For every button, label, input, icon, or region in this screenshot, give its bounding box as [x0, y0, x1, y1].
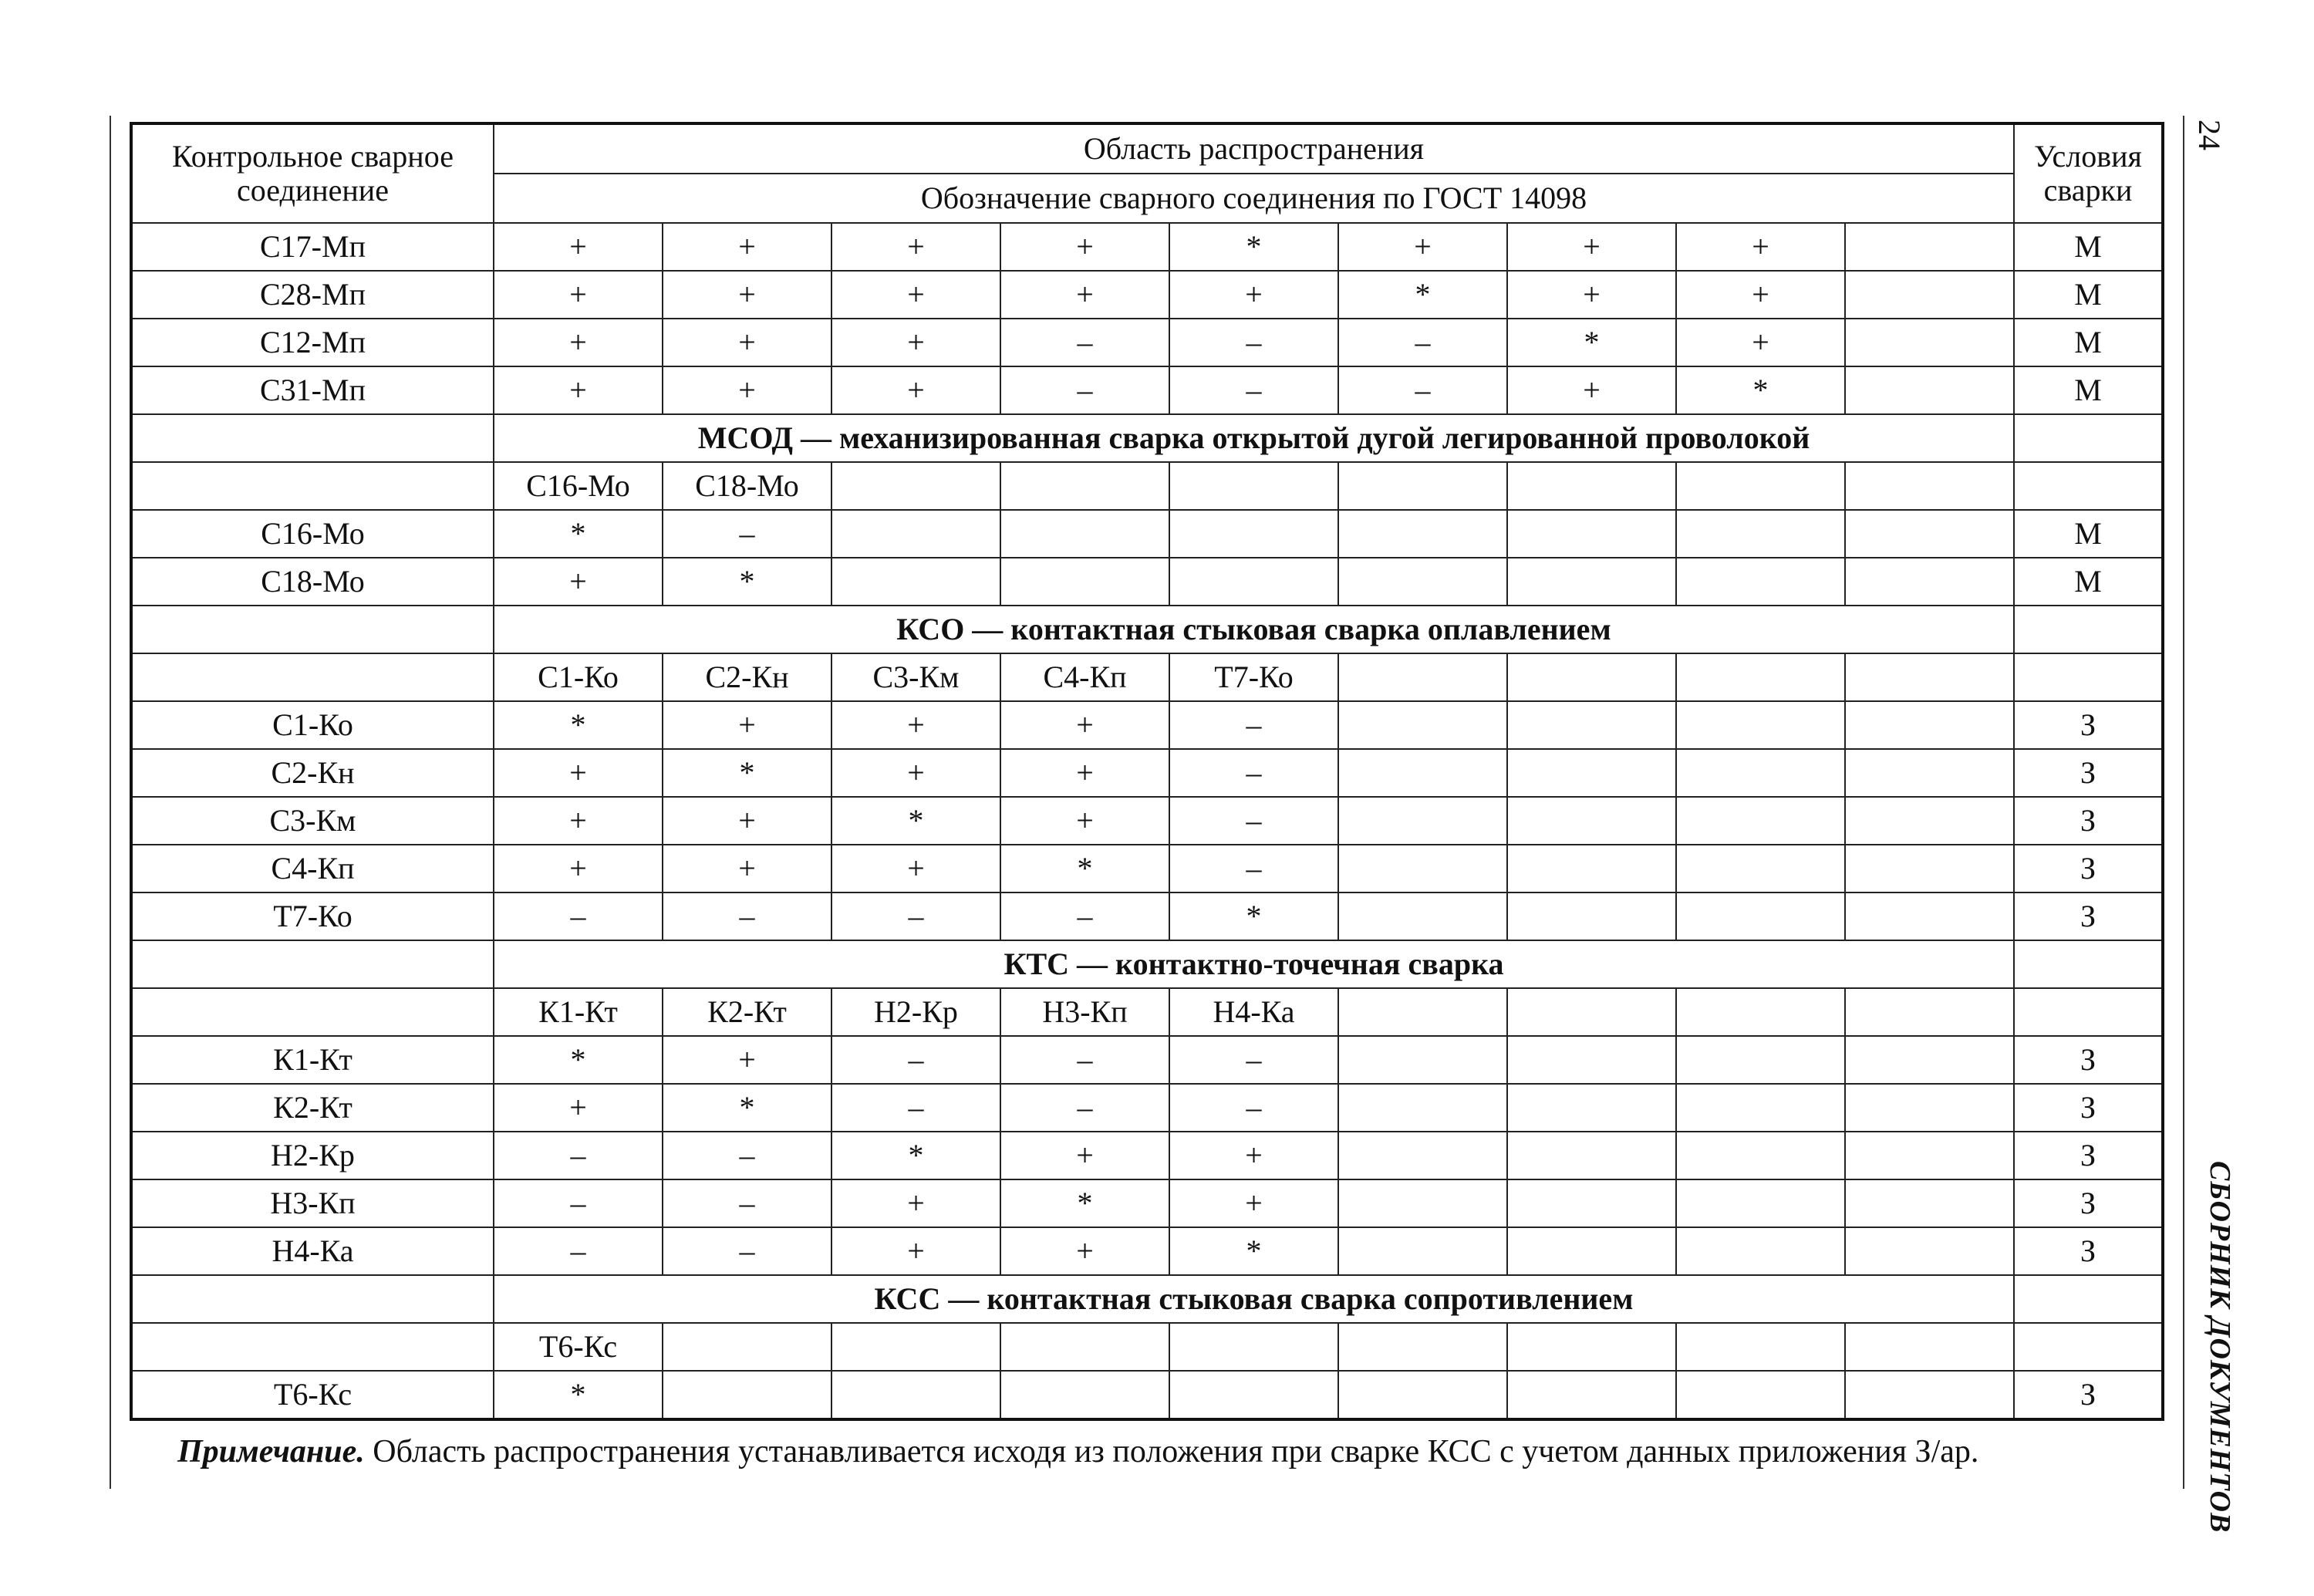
- cell-mark: [1507, 845, 1676, 892]
- column-designation: [1338, 653, 1507, 701]
- cell-mark: [1338, 1227, 1507, 1275]
- cell-mark: *: [1169, 892, 1338, 940]
- row-label: Н3-Кп: [131, 1179, 494, 1227]
- cell-mark: +: [1507, 366, 1676, 414]
- row-label: С18-Мо: [131, 558, 494, 606]
- cell-mark: [1000, 1371, 1169, 1419]
- column-designation: [1507, 462, 1676, 510]
- cell-mark: [1676, 797, 1845, 845]
- cell-mark: [1845, 797, 2014, 845]
- cell-mark: *: [831, 1132, 1000, 1179]
- cell-mark: [1845, 1179, 2014, 1227]
- cell-mark: –: [663, 1179, 831, 1227]
- empty-cell: [131, 940, 494, 988]
- section-title-row: [131, 940, 2163, 988]
- column-designation: [1338, 988, 1507, 1036]
- cell-mark: +: [494, 797, 663, 845]
- cell-mark: [1338, 510, 1507, 558]
- column-designation: С16-Мо: [494, 462, 663, 510]
- cell-mark: +: [1169, 1132, 1338, 1179]
- cell-mark: –: [831, 892, 1000, 940]
- cell-mark: +: [663, 1036, 831, 1084]
- cell-mark: –: [1169, 797, 1338, 845]
- column-designation: [1845, 988, 2014, 1036]
- section-columns-row: [131, 1323, 2163, 1371]
- row-condition: З: [2014, 749, 2163, 797]
- empty-cell: [131, 988, 494, 1036]
- column-designation: [1000, 1323, 1169, 1371]
- table-row: [131, 1084, 2163, 1132]
- cell-mark: *: [1507, 319, 1676, 366]
- cell-mark: [1507, 1036, 1676, 1084]
- empty-cell: [131, 414, 494, 462]
- cell-mark: [1676, 1084, 1845, 1132]
- cell-mark: [1845, 1132, 2014, 1179]
- row-condition: М: [2014, 366, 2163, 414]
- cell-mark: [1845, 1227, 2014, 1275]
- section-columns-row: [131, 988, 2163, 1036]
- column-designation: [1676, 1323, 1845, 1371]
- cell-mark: *: [494, 510, 663, 558]
- row-label: С4-Кп: [131, 845, 494, 892]
- cell-mark: –: [1000, 1036, 1169, 1084]
- cell-mark: +: [663, 271, 831, 319]
- section-columns-row: [131, 462, 2163, 510]
- cell-mark: [831, 558, 1000, 606]
- cell-mark: [1845, 223, 2014, 271]
- cell-mark: [1338, 749, 1507, 797]
- cell-mark: –: [1000, 892, 1169, 940]
- row-label: К2-Кт: [131, 1084, 494, 1132]
- column-designation: К2-Кт: [663, 988, 831, 1036]
- cell-mark: [1676, 1179, 1845, 1227]
- column-designation: [1676, 988, 1845, 1036]
- section-title: КТС — контактно-точечная сварка: [494, 940, 2014, 988]
- cell-mark: +: [1000, 701, 1169, 749]
- cell-mark: +: [1000, 223, 1169, 271]
- cell-mark: +: [1000, 1227, 1169, 1275]
- cell-mark: [1507, 510, 1676, 558]
- row-condition: З: [2014, 1371, 2163, 1419]
- cell-mark: +: [1000, 1132, 1169, 1179]
- empty-cell: [2014, 1275, 2163, 1323]
- table-row: [131, 366, 2163, 414]
- row-condition: З: [2014, 1084, 2163, 1132]
- side-running-title: СБОРНИК ДОКУМЕНТОВ: [2204, 1161, 2236, 1534]
- section-title-row: [131, 606, 2163, 653]
- cell-mark: [1676, 558, 1845, 606]
- cell-mark: [1507, 1227, 1676, 1275]
- cell-mark: [831, 1371, 1000, 1419]
- cell-mark: [1338, 892, 1507, 940]
- welding-table: [130, 122, 2164, 1421]
- cell-mark: +: [1169, 271, 1338, 319]
- cell-mark: [1676, 892, 1845, 940]
- cell-mark: +: [831, 1179, 1000, 1227]
- cell-mark: +: [1676, 271, 1845, 319]
- empty-cell: [131, 462, 494, 510]
- cell-mark: –: [663, 892, 831, 940]
- cell-mark: [1169, 510, 1338, 558]
- cell-mark: –: [1169, 845, 1338, 892]
- header-designation: Обозначение сварного соединения по ГОСТ 14098: [494, 174, 2014, 223]
- cell-mark: +: [494, 223, 663, 271]
- empty-cell: [2014, 653, 2163, 701]
- cell-mark: *: [1169, 223, 1338, 271]
- cell-mark: +: [1000, 271, 1169, 319]
- cell-mark: [1507, 1371, 1676, 1419]
- empty-cell: [2014, 606, 2163, 653]
- row-label: С17-Мп: [131, 223, 494, 271]
- cell-mark: [1338, 1371, 1507, 1419]
- cell-mark: [1676, 1132, 1845, 1179]
- section-title: КСО — контактная стыковая сварка оплавлением: [494, 606, 2014, 653]
- cell-mark: *: [494, 701, 663, 749]
- column-designation: Н2-Кр: [831, 988, 1000, 1036]
- row-condition: М: [2014, 271, 2163, 319]
- empty-cell: [131, 653, 494, 701]
- cell-mark: [1000, 510, 1169, 558]
- cell-mark: *: [1000, 845, 1169, 892]
- cell-mark: +: [494, 319, 663, 366]
- cell-mark: –: [1169, 366, 1338, 414]
- cell-mark: *: [494, 1371, 663, 1419]
- empty-cell: [131, 606, 494, 653]
- cell-mark: [1845, 1084, 2014, 1132]
- column-designation: [663, 1323, 831, 1371]
- row-condition: З: [2014, 892, 2163, 940]
- section-columns-row: [131, 653, 2163, 701]
- row-condition: М: [2014, 319, 2163, 366]
- cell-mark: *: [831, 797, 1000, 845]
- cell-mark: +: [831, 1227, 1000, 1275]
- row-label: К1-Кт: [131, 1036, 494, 1084]
- header-control-joint: Контрольное сварное соединение: [131, 123, 494, 223]
- column-designation: С4-Кп: [1000, 653, 1169, 701]
- column-designation: С2-Кн: [663, 653, 831, 701]
- row-condition: М: [2014, 223, 2163, 271]
- cell-mark: –: [663, 1227, 831, 1275]
- cell-mark: +: [831, 366, 1000, 414]
- table-row: [131, 1227, 2163, 1275]
- cell-mark: –: [1000, 319, 1169, 366]
- cell-mark: [1676, 845, 1845, 892]
- header-conditions: Условия сварки: [2014, 123, 2163, 223]
- cell-mark: –: [494, 1227, 663, 1275]
- row-label: С3-Км: [131, 797, 494, 845]
- row-condition: З: [2014, 1132, 2163, 1179]
- cell-mark: +: [663, 223, 831, 271]
- cell-mark: +: [663, 797, 831, 845]
- cell-mark: [1845, 1036, 2014, 1084]
- cell-mark: *: [1169, 1227, 1338, 1275]
- cell-mark: [1676, 749, 1845, 797]
- cell-mark: +: [494, 845, 663, 892]
- column-designation: [1338, 462, 1507, 510]
- cell-mark: *: [663, 749, 831, 797]
- cell-mark: [1507, 797, 1676, 845]
- cell-mark: +: [663, 845, 831, 892]
- cell-mark: [1845, 1371, 2014, 1419]
- cell-mark: *: [1676, 366, 1845, 414]
- column-designation: [1676, 653, 1845, 701]
- cell-mark: +: [494, 749, 663, 797]
- row-condition: З: [2014, 1227, 2163, 1275]
- row-label: Т7-Ко: [131, 892, 494, 940]
- column-designation: [1000, 462, 1169, 510]
- table-row: [131, 892, 2163, 940]
- column-designation: [1676, 462, 1845, 510]
- table-row: [131, 1179, 2163, 1227]
- cell-mark: [1507, 749, 1676, 797]
- column-designation: К1-Кт: [494, 988, 663, 1036]
- cell-mark: +: [1169, 1179, 1338, 1227]
- cell-mark: [1845, 892, 2014, 940]
- cell-mark: [1676, 701, 1845, 749]
- table-row: [131, 845, 2163, 892]
- row-label: Н4-Ка: [131, 1227, 494, 1275]
- cell-mark: –: [1169, 701, 1338, 749]
- row-label: С12-Мп: [131, 319, 494, 366]
- cell-mark: +: [1676, 319, 1845, 366]
- row-condition: М: [2014, 510, 2163, 558]
- left-margin-rule: [110, 116, 111, 1489]
- cell-mark: [1507, 1132, 1676, 1179]
- cell-mark: +: [1000, 797, 1169, 845]
- header-area: Область распространения: [494, 123, 2014, 174]
- row-condition: З: [2014, 797, 2163, 845]
- cell-mark: +: [663, 366, 831, 414]
- empty-cell: [2014, 462, 2163, 510]
- cell-mark: +: [494, 558, 663, 606]
- cell-mark: [1000, 558, 1169, 606]
- table-row: [131, 1036, 2163, 1084]
- row-label: С2-Кн: [131, 749, 494, 797]
- cell-mark: [1845, 845, 2014, 892]
- column-designation: [831, 462, 1000, 510]
- cell-mark: [663, 1371, 831, 1419]
- note-text: Область распространения устанавливается исходя из положения при сварке КСС с учетом данных приложения З/ар.: [364, 1434, 1979, 1469]
- column-designation: [1507, 988, 1676, 1036]
- column-designation: Т7-Ко: [1169, 653, 1338, 701]
- column-designation: Т6-Кс: [494, 1323, 663, 1371]
- column-designation: [1845, 1323, 2014, 1371]
- row-condition: З: [2014, 701, 2163, 749]
- cell-mark: [1338, 845, 1507, 892]
- cell-mark: +: [831, 749, 1000, 797]
- table-note: [177, 1433, 1978, 1470]
- cell-mark: –: [1000, 366, 1169, 414]
- cell-mark: [1676, 1227, 1845, 1275]
- cell-mark: [1507, 1179, 1676, 1227]
- cell-mark: [1845, 271, 2014, 319]
- row-label: Т6-Кс: [131, 1371, 494, 1419]
- cell-mark: [1338, 1084, 1507, 1132]
- cell-mark: +: [1000, 749, 1169, 797]
- note-label: Примечание.: [177, 1434, 365, 1469]
- cell-mark: [1507, 892, 1676, 940]
- cell-mark: –: [1169, 319, 1338, 366]
- cell-mark: [1338, 1036, 1507, 1084]
- cell-mark: [1845, 510, 2014, 558]
- empty-cell: [131, 1323, 494, 1371]
- row-condition: З: [2014, 1179, 2163, 1227]
- cell-mark: [1845, 366, 2014, 414]
- table-row: [131, 701, 2163, 749]
- cell-mark: +: [663, 701, 831, 749]
- table-row: [131, 223, 2163, 271]
- cell-mark: [1676, 1371, 1845, 1419]
- right-margin-rule: [2183, 116, 2184, 1489]
- cell-mark: *: [663, 558, 831, 606]
- cell-mark: +: [831, 271, 1000, 319]
- cell-mark: –: [1169, 1084, 1338, 1132]
- cell-mark: [1338, 797, 1507, 845]
- cell-mark: *: [1000, 1179, 1169, 1227]
- table-row: [131, 319, 2163, 366]
- row-condition: З: [2014, 1036, 2163, 1084]
- column-designation: С3-Км: [831, 653, 1000, 701]
- column-designation: [831, 1323, 1000, 1371]
- table-row: [131, 271, 2163, 319]
- cell-mark: [1507, 701, 1676, 749]
- cell-mark: +: [831, 319, 1000, 366]
- table-row: [131, 1371, 2163, 1419]
- column-designation: [1169, 462, 1338, 510]
- cell-mark: –: [831, 1036, 1000, 1084]
- cell-mark: –: [1000, 1084, 1169, 1132]
- cell-mark: *: [663, 1084, 831, 1132]
- row-label: С1-Ко: [131, 701, 494, 749]
- cell-mark: +: [494, 366, 663, 414]
- cell-mark: –: [1338, 319, 1507, 366]
- table-row: [131, 558, 2163, 606]
- cell-mark: –: [494, 1132, 663, 1179]
- cell-mark: *: [494, 1036, 663, 1084]
- cell-mark: [1676, 1036, 1845, 1084]
- cell-mark: [831, 510, 1000, 558]
- column-designation: [1507, 653, 1676, 701]
- column-designation: С1-Ко: [494, 653, 663, 701]
- section-title: КСС — контактная стыковая сварка сопротивлением: [494, 1275, 2014, 1323]
- table-row: [131, 510, 2163, 558]
- cell-mark: *: [1338, 271, 1507, 319]
- cell-mark: +: [831, 223, 1000, 271]
- cell-mark: +: [831, 701, 1000, 749]
- column-designation: С18-Мо: [663, 462, 831, 510]
- cell-mark: –: [1338, 366, 1507, 414]
- cell-mark: [1338, 558, 1507, 606]
- column-designation: [1507, 1323, 1676, 1371]
- cell-mark: +: [831, 845, 1000, 892]
- cell-mark: [1676, 510, 1845, 558]
- cell-mark: [1507, 558, 1676, 606]
- cell-mark: +: [1507, 223, 1676, 271]
- cell-mark: +: [1676, 223, 1845, 271]
- cell-mark: –: [663, 1132, 831, 1179]
- empty-cell: [131, 1275, 494, 1323]
- cell-mark: –: [831, 1084, 1000, 1132]
- cell-mark: [1169, 558, 1338, 606]
- row-condition: М: [2014, 558, 2163, 606]
- row-label: С31-Мп: [131, 366, 494, 414]
- cell-mark: –: [494, 1179, 663, 1227]
- section-title-row: [131, 1275, 2163, 1323]
- cell-mark: [1338, 1132, 1507, 1179]
- cell-mark: [1845, 749, 2014, 797]
- cell-mark: –: [663, 510, 831, 558]
- row-label: С16-Мо: [131, 510, 494, 558]
- column-designation: [1338, 1323, 1507, 1371]
- column-designation: Н3-Кп: [1000, 988, 1169, 1036]
- page-number: 24: [2192, 120, 2227, 150]
- row-condition: З: [2014, 845, 2163, 892]
- cell-mark: [1507, 1084, 1676, 1132]
- cell-mark: [1845, 701, 2014, 749]
- section-title: МСОД — механизированная сварка открытой дугой легированной проволокой: [494, 414, 2014, 462]
- table-row: [131, 1132, 2163, 1179]
- empty-cell: [2014, 1323, 2163, 1371]
- cell-mark: [1338, 1179, 1507, 1227]
- column-designation: Н4-Ка: [1169, 988, 1338, 1036]
- table-row: [131, 797, 2163, 845]
- column-designation: [1845, 653, 2014, 701]
- cell-mark: [1845, 319, 2014, 366]
- cell-mark: +: [1507, 271, 1676, 319]
- column-designation: [1845, 462, 2014, 510]
- empty-cell: [2014, 988, 2163, 1036]
- cell-mark: [1845, 558, 2014, 606]
- section-title-row: [131, 414, 2163, 462]
- table-row: [131, 749, 2163, 797]
- empty-cell: [2014, 414, 2163, 462]
- empty-cell: [2014, 940, 2163, 988]
- cell-mark: +: [663, 319, 831, 366]
- column-designation: [1169, 1323, 1338, 1371]
- cell-mark: +: [494, 271, 663, 319]
- cell-mark: [1338, 701, 1507, 749]
- cell-mark: –: [1169, 1036, 1338, 1084]
- cell-mark: +: [1338, 223, 1507, 271]
- row-label: Н2-Кр: [131, 1132, 494, 1179]
- cell-mark: +: [494, 1084, 663, 1132]
- cell-mark: [1169, 1371, 1338, 1419]
- row-label: С28-Мп: [131, 271, 494, 319]
- cell-mark: –: [494, 892, 663, 940]
- cell-mark: –: [1169, 749, 1338, 797]
